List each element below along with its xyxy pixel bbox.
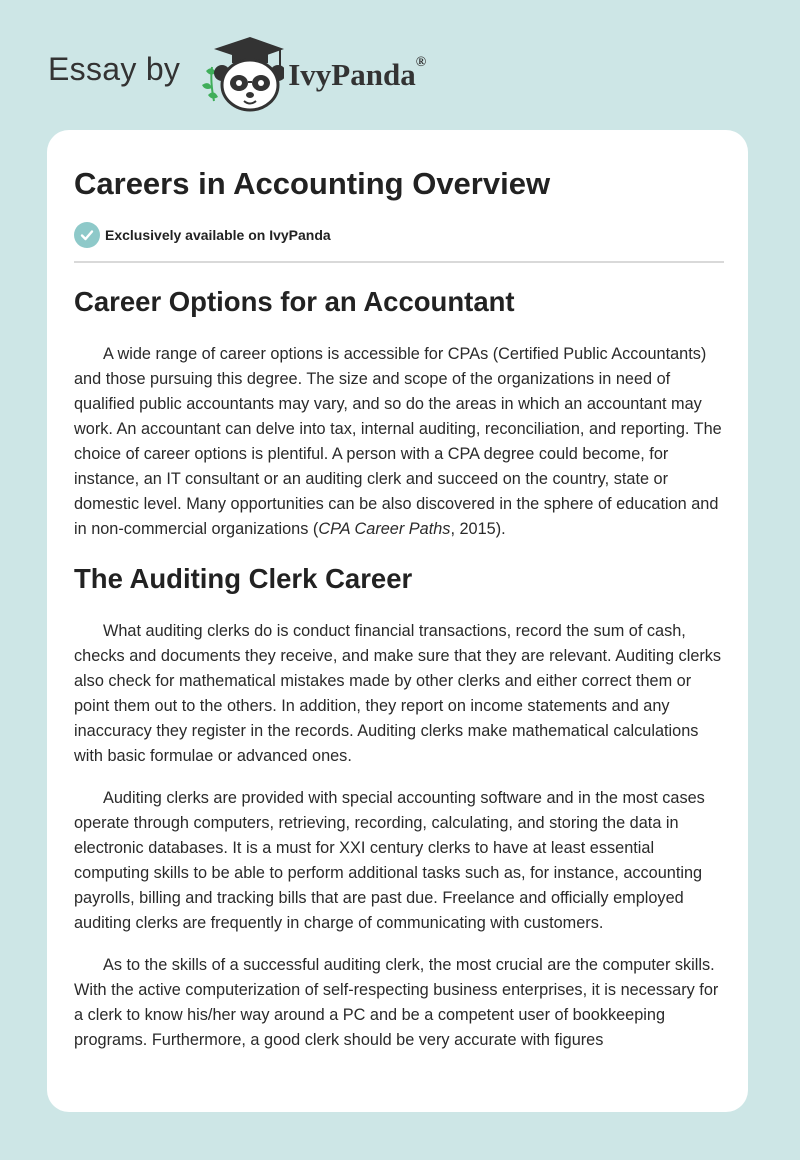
- essay-by-label: Essay by: [48, 50, 181, 87]
- exclusive-badge-label: Exclusively available on IvyPanda: [105, 227, 331, 243]
- paragraph: Auditing clerks are provided with special accounting software and in the most cases operate through computers, retrieving, recording, calculating, and storing the data in electronic databases. It is a must for XXI century clerks to have at least essential computing skills to be able to perform additional tasks such as, for instance, accounting payrolls, billing and tracking bills that are past due. Freelance and officially employed auditing clerks are frequently in charge of communicating with customers.: [74, 789, 705, 932]
- section-heading: Career Options for an Accountant: [74, 286, 515, 317]
- site-header: [48, 28, 426, 118]
- panda-mascot-icon: [192, 33, 284, 113]
- essay-card: [47, 130, 748, 1112]
- check-icon: [74, 222, 100, 248]
- paragraph: What auditing clerks do is conduct financial transactions, record the sum of cash, checks and documents they receive, and make sure that they are relevant. Auditing clerks also check for mathematical mistakes made by other clerks and either correct them or point them out to the others. In addition, they report on income statements and any inaccuracy they register in the records. Auditing clerks make mathematical calculations with basic formulae or advanced ones.: [74, 622, 722, 765]
- ivypanda-logo[interactable]: [192, 33, 426, 113]
- page-title: Careers in Accounting Overview: [74, 166, 551, 201]
- paragraph: A wide range of career options is accessible for CPAs (Certified Public Accountants) and those pursuing this degree. The size and scope of the organizations in need of qualified public accountants may vary, and so do the areas in which an accountant may work. An accountant can delve into tax, internal auditing, reconciliation, and reporting. The choice of career options is plentiful. A person with a CPA degree could become, for instance, an IT consultant or an auditing clerk and succeed on the country, state or domestic level. Many opportunities can be also discovered in the sphere of education and in non-commercial organizations (CPA Career Paths, 2015).: [74, 345, 722, 538]
- registered-mark: ®: [415, 55, 427, 70]
- exclusive-badge: [74, 222, 331, 248]
- brand-name: IvyPanda®: [288, 55, 427, 92]
- essay-body: [74, 280, 724, 1053]
- section-heading: The Auditing Clerk Career: [74, 563, 413, 594]
- divider: [74, 261, 724, 263]
- citation: CPA Career Paths: [318, 520, 451, 538]
- paragraph: As to the skills of a successful auditing clerk, the most crucial are the computer skills. With the active computerization of self-respecting business enterprises, it is necessary for a clerk to know his/her way around a PC and be a competent user of bookkeeping programs. Furthermore, a good clerk should be very accurate with figures: [74, 956, 719, 1049]
